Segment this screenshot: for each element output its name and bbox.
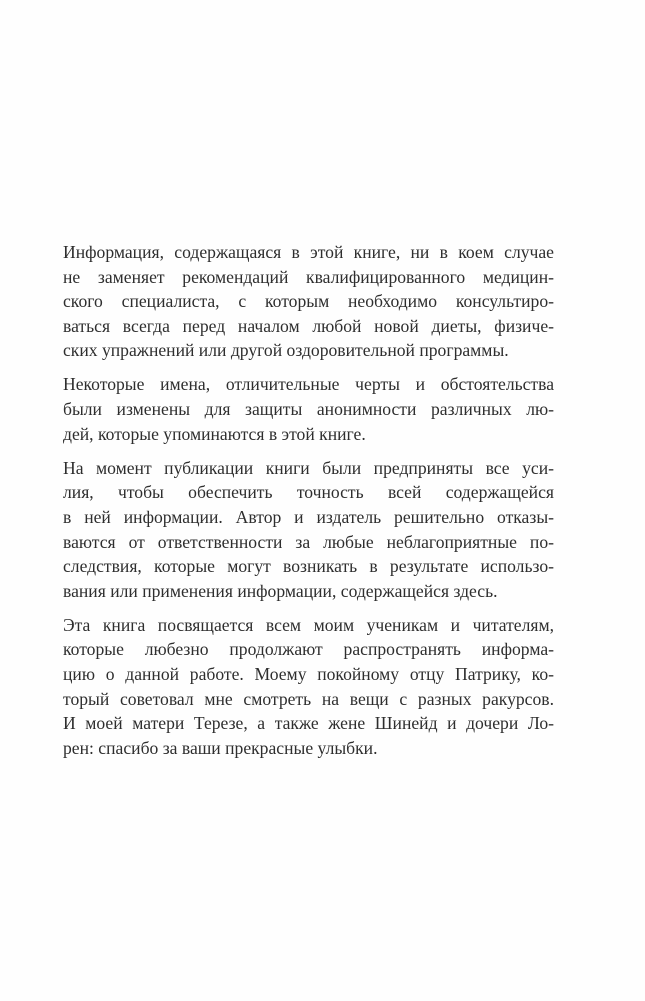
paragraph-anonymity	[63, 372, 554, 446]
text-line: ваться всегда перед началом любой новой диеты, физиче-	[63, 315, 554, 336]
text-line: дей, которые упоминаются в этой книге.	[63, 423, 366, 444]
text-line: не заменяет рекомендаций квалифицированного медицин-	[63, 266, 554, 287]
text-line: ваются от ответственности за любые неблагоприятные по-	[63, 531, 554, 552]
text-line: в ней информации. Автор и издатель решительно отказы-	[63, 506, 554, 527]
text-line: Некоторые имена, отличительные черты и обстоятельства	[63, 374, 554, 395]
text-line: И моей матери Терезе, а также жене Шинейд и дочери Ло-	[63, 713, 554, 734]
text-line: ских упражнений или другой оздоровительной программы.	[63, 340, 509, 361]
text-line: вания или применения информации, содержащейся здесь.	[63, 580, 498, 601]
text-line: Информация, содержащаяся в этой книге, ни в коем случае	[63, 242, 554, 262]
text-line: Эта книга посвящается всем моим ученикам и читателям,	[63, 614, 554, 635]
page-body	[63, 240, 554, 770]
text-line: которые любезно продолжают распространять информа-	[63, 639, 554, 660]
text-line: цию о данной работе. Моему покойному отцу Патрику, ко-	[63, 664, 554, 684]
text-line: лия, чтобы обеспечить точность всей содержащейся	[63, 482, 554, 503]
text-line: следствия, которые могут возникать в результате использо-	[63, 556, 554, 577]
text-line: На момент публикации книги были предприняты все уси-	[63, 457, 554, 478]
paragraph-dedication	[63, 613, 554, 761]
text-line: были изменены для защиты анонимности различных лю-	[63, 399, 554, 420]
text-line: рен: спасибо за ваши прекрасные улыбки.	[63, 737, 378, 758]
paragraph-medical-disclaimer	[63, 240, 554, 363]
paragraph-liability	[63, 456, 554, 604]
text-line: торый советовал мне смотреть на вещи с разных ракурсов.	[63, 688, 554, 709]
text-line: ского специалиста, с которым необходимо консультиро-	[63, 291, 554, 312]
